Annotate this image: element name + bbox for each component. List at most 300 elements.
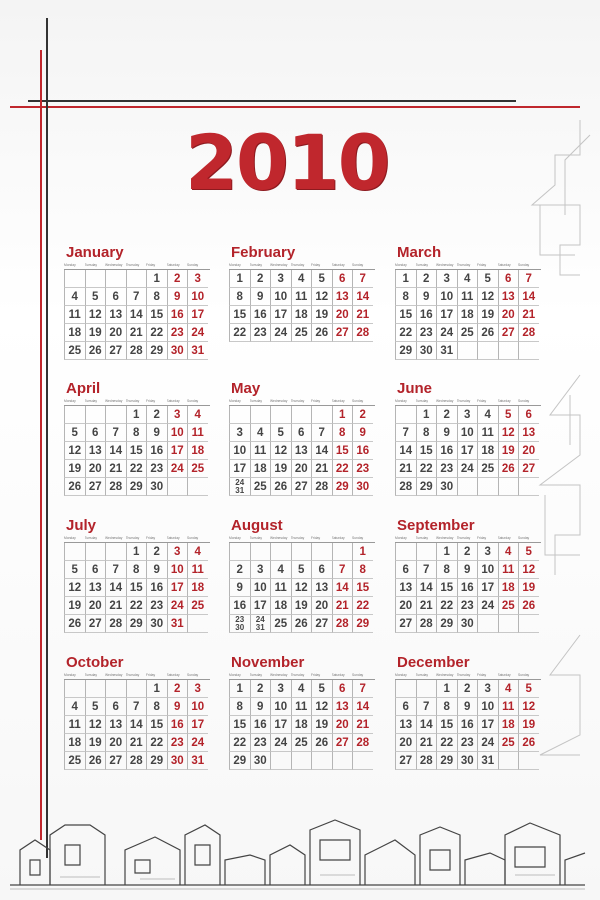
- weekday-label: Saturday: [331, 536, 345, 540]
- month-title: September: [397, 517, 475, 534]
- day-cell: 29: [436, 752, 457, 770]
- day-cell: 22: [395, 324, 416, 342]
- day-cell: 2: [436, 406, 457, 424]
- day-cell: [352, 752, 373, 770]
- day-cell: 30: [167, 342, 188, 360]
- day-cell: 5: [85, 288, 106, 306]
- day-cell: 27: [85, 478, 106, 496]
- day-cell: 12: [64, 442, 85, 460]
- day-cell: 1: [416, 406, 437, 424]
- day-cell: 6: [105, 698, 126, 716]
- day-cell: 5: [311, 680, 332, 698]
- day-grid: [395, 269, 541, 360]
- day-cell: 7: [416, 698, 437, 716]
- month-title: May: [231, 380, 261, 397]
- day-cell: 20: [311, 597, 332, 615]
- day-cell: 14: [332, 579, 353, 597]
- day-cell: 25: [498, 734, 519, 752]
- day-number: 24: [235, 478, 245, 487]
- day-cell: 8: [352, 561, 373, 579]
- day-cell: 1: [229, 270, 250, 288]
- day-cell: 20: [85, 460, 106, 478]
- month-title: July: [66, 517, 97, 534]
- day-cell: [477, 615, 498, 633]
- weekday-label: Wednesday: [105, 263, 123, 267]
- weekday-label: Wednesday: [270, 673, 288, 677]
- day-cell: 12: [518, 698, 539, 716]
- weekday-label: Thursday: [290, 263, 305, 267]
- day-cell: 24: [167, 460, 188, 478]
- day-cell: [518, 615, 539, 633]
- frame-line-left-dark: [46, 18, 48, 858]
- weekday-label: Tuesday: [249, 673, 263, 677]
- day-cell: 29: [126, 478, 147, 496]
- day-cell: 17: [457, 442, 478, 460]
- day-cell: 29: [395, 342, 416, 360]
- day-cell: 3: [477, 680, 498, 698]
- day-cell: 27: [518, 460, 539, 478]
- day-cell: 16: [167, 716, 188, 734]
- day-cell: 13: [518, 424, 539, 442]
- day-cell: 17: [270, 716, 291, 734]
- day-cell: 18: [187, 579, 208, 597]
- weekday-label: Tuesday: [415, 399, 429, 403]
- day-cell: 17: [477, 579, 498, 597]
- day-cell: [229, 543, 250, 561]
- day-cell: [126, 680, 147, 698]
- day-cell: 14: [352, 288, 373, 306]
- weekday-label: Friday: [477, 399, 487, 403]
- day-cell: 2: [146, 543, 167, 561]
- weekday-label: Saturday: [331, 673, 345, 677]
- day-cell: 3: [167, 543, 188, 561]
- weekday-label: Tuesday: [84, 536, 98, 540]
- weekday-header: [64, 535, 210, 542]
- day-cell: 18: [270, 597, 291, 615]
- day-cell: 22: [436, 597, 457, 615]
- day-cell: 26: [311, 324, 332, 342]
- day-cell: 9: [146, 424, 167, 442]
- day-cell: 15: [416, 442, 437, 460]
- day-cell: 4: [457, 270, 478, 288]
- day-cell: 21: [352, 306, 373, 324]
- day-cell: 2: [250, 680, 271, 698]
- day-cell: 3: [270, 680, 291, 698]
- day-cell: 19: [518, 716, 539, 734]
- day-grid: [395, 405, 541, 496]
- day-cell: 25: [187, 460, 208, 478]
- day-cell: 2: [229, 561, 250, 579]
- day-cell: [250, 406, 271, 424]
- day-cell: 26: [498, 460, 519, 478]
- day-cell: 24: [167, 597, 188, 615]
- weekday-label: Friday: [146, 536, 156, 540]
- day-cell: 5: [64, 561, 85, 579]
- day-cell: 19: [291, 597, 312, 615]
- day-cell: 5: [291, 561, 312, 579]
- day-cell: 2: [416, 270, 437, 288]
- day-cell: 26: [270, 478, 291, 496]
- weekday-label: Wednesday: [270, 263, 288, 267]
- day-cell: 7: [126, 288, 147, 306]
- day-cell: [498, 478, 519, 496]
- weekday-label: Wednesday: [436, 536, 454, 540]
- day-cell: 5: [477, 270, 498, 288]
- day-cell: 31: [187, 342, 208, 360]
- day-cell: 8: [436, 698, 457, 716]
- day-cell: 25: [270, 615, 291, 633]
- day-cell: 14: [416, 579, 437, 597]
- day-number: 30: [235, 623, 245, 632]
- day-cell: 27: [291, 478, 312, 496]
- day-cell: 4: [64, 698, 85, 716]
- day-cell: 9: [457, 698, 478, 716]
- day-cell: 2: [457, 543, 478, 561]
- day-cell: 16: [250, 716, 271, 734]
- day-cell: 20: [332, 306, 353, 324]
- weekday-label: Saturday: [166, 536, 180, 540]
- weekday-label: Thursday: [456, 536, 471, 540]
- weekday-label: Sunday: [352, 673, 364, 677]
- day-cell: 26: [518, 597, 539, 615]
- day-cell: 29: [352, 615, 373, 633]
- weekday-label: Wednesday: [270, 399, 288, 403]
- day-cell: 20: [85, 597, 106, 615]
- day-cell: 27: [498, 324, 519, 342]
- day-cell: 9: [250, 288, 271, 306]
- day-cell: 8: [146, 288, 167, 306]
- day-cell: 24: [477, 597, 498, 615]
- day-cell: 22: [146, 734, 167, 752]
- day-cell: 15: [126, 442, 147, 460]
- day-cell: 6: [332, 270, 353, 288]
- day-cell: 13: [291, 442, 312, 460]
- day-cell: 26: [518, 734, 539, 752]
- weekday-label: Sunday: [518, 263, 530, 267]
- day-cell: 25: [187, 597, 208, 615]
- weekday-label: Monday: [395, 263, 407, 267]
- day-cell: 30: [457, 615, 478, 633]
- day-cell: [498, 615, 519, 633]
- month-title: February: [231, 244, 296, 261]
- day-cell: 6: [395, 561, 416, 579]
- day-cell: 19: [64, 460, 85, 478]
- day-cell: [64, 680, 85, 698]
- day-cell: 21: [105, 460, 126, 478]
- day-cell: 11: [64, 716, 85, 734]
- day-cell: [311, 752, 332, 770]
- day-cell: 30: [436, 478, 457, 496]
- day-cell: 15: [395, 306, 416, 324]
- day-cell: 20: [105, 734, 126, 752]
- day-cell: 24: [436, 324, 457, 342]
- day-cell: 14: [105, 442, 126, 460]
- day-cell: 24: [457, 460, 478, 478]
- month-title: January: [66, 244, 124, 261]
- day-cell: 1: [352, 543, 373, 561]
- weekday-label: Thursday: [125, 536, 140, 540]
- weekday-label: Sunday: [187, 673, 199, 677]
- day-cell: 4: [291, 680, 312, 698]
- day-cell: 11: [457, 288, 478, 306]
- day-grid: [64, 679, 210, 770]
- day-cell: 5: [64, 424, 85, 442]
- day-cell: 29: [229, 752, 250, 770]
- day-cell: 10: [270, 698, 291, 716]
- day-cell: 19: [64, 597, 85, 615]
- day-cell: 30: [146, 478, 167, 496]
- day-cell: 5: [270, 424, 291, 442]
- weekday-label: Wednesday: [436, 399, 454, 403]
- day-cell: 21: [126, 324, 147, 342]
- day-cell: 14: [126, 716, 147, 734]
- day-cell: 6: [518, 406, 539, 424]
- day-cell: [250, 615, 271, 633]
- day-cell: 22: [436, 734, 457, 752]
- weekday-label: Friday: [311, 673, 321, 677]
- day-cell: [85, 680, 106, 698]
- day-cell: 20: [105, 324, 126, 342]
- day-cell: 5: [518, 543, 539, 561]
- day-grid: [229, 405, 375, 496]
- day-cell: 3: [187, 680, 208, 698]
- weekday-label: Tuesday: [415, 536, 429, 540]
- day-cell: 13: [332, 698, 353, 716]
- day-cell: 8: [395, 288, 416, 306]
- day-cell: 10: [270, 288, 291, 306]
- day-cell: 3: [436, 270, 457, 288]
- day-cell: 17: [250, 597, 271, 615]
- day-cell: 17: [187, 306, 208, 324]
- day-cell: 8: [229, 698, 250, 716]
- day-cell: 6: [332, 680, 353, 698]
- day-cell: 22: [229, 324, 250, 342]
- day-cell: 5: [518, 680, 539, 698]
- day-cell: 10: [477, 698, 498, 716]
- day-cell: 26: [477, 324, 498, 342]
- day-cell: 19: [498, 442, 519, 460]
- weekday-label: Friday: [477, 673, 487, 677]
- weekday-label: Saturday: [497, 536, 511, 540]
- day-cell: [518, 478, 539, 496]
- month-block-january: [64, 244, 210, 360]
- day-cell: 13: [311, 579, 332, 597]
- weekday-label: Saturday: [497, 263, 511, 267]
- weekday-label: Wednesday: [105, 673, 123, 677]
- month-block-june: [395, 380, 541, 496]
- day-cell: 3: [167, 406, 188, 424]
- day-cell: 10: [457, 424, 478, 442]
- day-cell: 28: [105, 615, 126, 633]
- day-cell: 29: [126, 615, 147, 633]
- day-cell: 18: [498, 716, 519, 734]
- day-cell: 11: [270, 579, 291, 597]
- day-grid: [64, 405, 210, 496]
- day-cell: 15: [126, 579, 147, 597]
- day-cell: 14: [518, 288, 539, 306]
- day-cell: 17: [167, 579, 188, 597]
- day-cell: 6: [498, 270, 519, 288]
- day-cell: [332, 543, 353, 561]
- day-cell: [457, 342, 478, 360]
- weekday-label: Sunday: [187, 536, 199, 540]
- weekday-label: Wednesday: [270, 536, 288, 540]
- day-cell: 17: [229, 460, 250, 478]
- day-cell: 6: [105, 288, 126, 306]
- day-cell: 24: [270, 324, 291, 342]
- weekday-header: [229, 535, 375, 542]
- day-cell: 9: [436, 424, 457, 442]
- weekday-label: Friday: [477, 263, 487, 267]
- day-cell: 9: [167, 698, 188, 716]
- day-cell: 21: [126, 734, 147, 752]
- day-cell: 9: [250, 698, 271, 716]
- day-grid: [229, 679, 375, 770]
- day-cell: 13: [332, 288, 353, 306]
- weekday-label: Sunday: [518, 673, 530, 677]
- day-cell: 25: [64, 342, 85, 360]
- month-block-august: [229, 517, 375, 633]
- day-grid: [229, 542, 375, 633]
- day-cell: 25: [498, 597, 519, 615]
- weekday-label: Monday: [64, 536, 76, 540]
- day-cell: 22: [229, 734, 250, 752]
- frame-line-top-dark: [28, 100, 516, 102]
- day-cell: 24: [270, 734, 291, 752]
- weekday-label: Saturday: [497, 399, 511, 403]
- day-cell: 14: [395, 442, 416, 460]
- weekday-header: [395, 535, 541, 542]
- day-cell: 22: [126, 460, 147, 478]
- house-sketch-icons: [10, 815, 590, 895]
- weekday-label: Thursday: [456, 673, 471, 677]
- day-cell: 31: [436, 342, 457, 360]
- day-cell: 20: [518, 442, 539, 460]
- month-title: October: [66, 654, 124, 671]
- day-cell: 18: [250, 460, 271, 478]
- day-cell: [105, 406, 126, 424]
- weekday-label: Sunday: [352, 399, 364, 403]
- day-cell: [518, 342, 539, 360]
- day-cell: 11: [291, 698, 312, 716]
- weekday-label: Monday: [395, 399, 407, 403]
- day-cell: 2: [457, 680, 478, 698]
- day-cell: 25: [291, 734, 312, 752]
- day-cell: 29: [146, 342, 167, 360]
- day-cell: [229, 406, 250, 424]
- day-cell: 16: [167, 306, 188, 324]
- day-cell: 11: [291, 288, 312, 306]
- day-cell: 13: [395, 716, 416, 734]
- day-cell: 7: [311, 424, 332, 442]
- weekday-label: Saturday: [166, 673, 180, 677]
- day-cell: 28: [518, 324, 539, 342]
- day-cell: [270, 406, 291, 424]
- weekday-label: Sunday: [187, 263, 199, 267]
- day-cell: [291, 543, 312, 561]
- day-cell: 13: [85, 442, 106, 460]
- weekday-label: Tuesday: [84, 673, 98, 677]
- day-cell: 16: [250, 306, 271, 324]
- weekday-label: Friday: [311, 536, 321, 540]
- day-number: 31: [235, 486, 245, 495]
- day-cell: 4: [187, 406, 208, 424]
- weekday-label: Saturday: [166, 263, 180, 267]
- month-title: April: [66, 380, 101, 397]
- frame-line-top-red: [10, 106, 580, 108]
- day-cell: 27: [105, 752, 126, 770]
- day-cell: 12: [498, 424, 519, 442]
- day-grid: [395, 679, 541, 770]
- day-cell: 8: [416, 424, 437, 442]
- day-cell: 9: [229, 579, 250, 597]
- weekday-label: Wednesday: [436, 673, 454, 677]
- month-block-october: [64, 654, 210, 770]
- weekday-header: [64, 672, 210, 679]
- weekday-header: [229, 262, 375, 269]
- day-cell: 23: [416, 324, 437, 342]
- weekday-label: Monday: [229, 399, 241, 403]
- day-cell: 11: [498, 561, 519, 579]
- weekday-label: Sunday: [352, 536, 364, 540]
- day-cell: 27: [311, 615, 332, 633]
- day-cell: 19: [270, 460, 291, 478]
- day-cell: [311, 543, 332, 561]
- day-cell: [105, 270, 126, 288]
- day-cell: 23: [146, 460, 167, 478]
- day-cell: [187, 478, 208, 496]
- day-cell: 23: [250, 734, 271, 752]
- month-title: December: [397, 654, 470, 671]
- day-cell: [250, 543, 271, 561]
- day-cell: 5: [498, 406, 519, 424]
- day-cell: 7: [352, 270, 373, 288]
- day-grid: [395, 542, 541, 633]
- day-cell: [498, 342, 519, 360]
- weekday-label: Monday: [395, 536, 407, 540]
- day-cell: 4: [250, 424, 271, 442]
- day-cell: [332, 752, 353, 770]
- day-cell: 16: [146, 579, 167, 597]
- day-cell: 21: [311, 460, 332, 478]
- day-cell: 2: [167, 680, 188, 698]
- day-cell: 11: [64, 306, 85, 324]
- day-cell: 26: [311, 734, 332, 752]
- day-cell: 14: [352, 698, 373, 716]
- day-number: 31: [255, 623, 265, 632]
- weekday-label: Wednesday: [436, 263, 454, 267]
- weekday-label: Sunday: [352, 263, 364, 267]
- day-cell: 1: [146, 270, 167, 288]
- weekday-header: [395, 398, 541, 405]
- month-block-february: [229, 244, 375, 342]
- weekday-label: Monday: [64, 399, 76, 403]
- day-cell: 21: [416, 734, 437, 752]
- day-cell: 15: [352, 579, 373, 597]
- weekday-label: Thursday: [125, 263, 140, 267]
- day-cell: [64, 406, 85, 424]
- day-cell: 3: [270, 270, 291, 288]
- day-cell: [85, 270, 106, 288]
- day-cell: 27: [105, 342, 126, 360]
- day-cell: 15: [229, 306, 250, 324]
- day-cell: 19: [311, 306, 332, 324]
- day-cell: 3: [457, 406, 478, 424]
- day-cell: 12: [64, 579, 85, 597]
- day-cell: [291, 752, 312, 770]
- day-cell: 1: [436, 543, 457, 561]
- day-cell: 19: [311, 716, 332, 734]
